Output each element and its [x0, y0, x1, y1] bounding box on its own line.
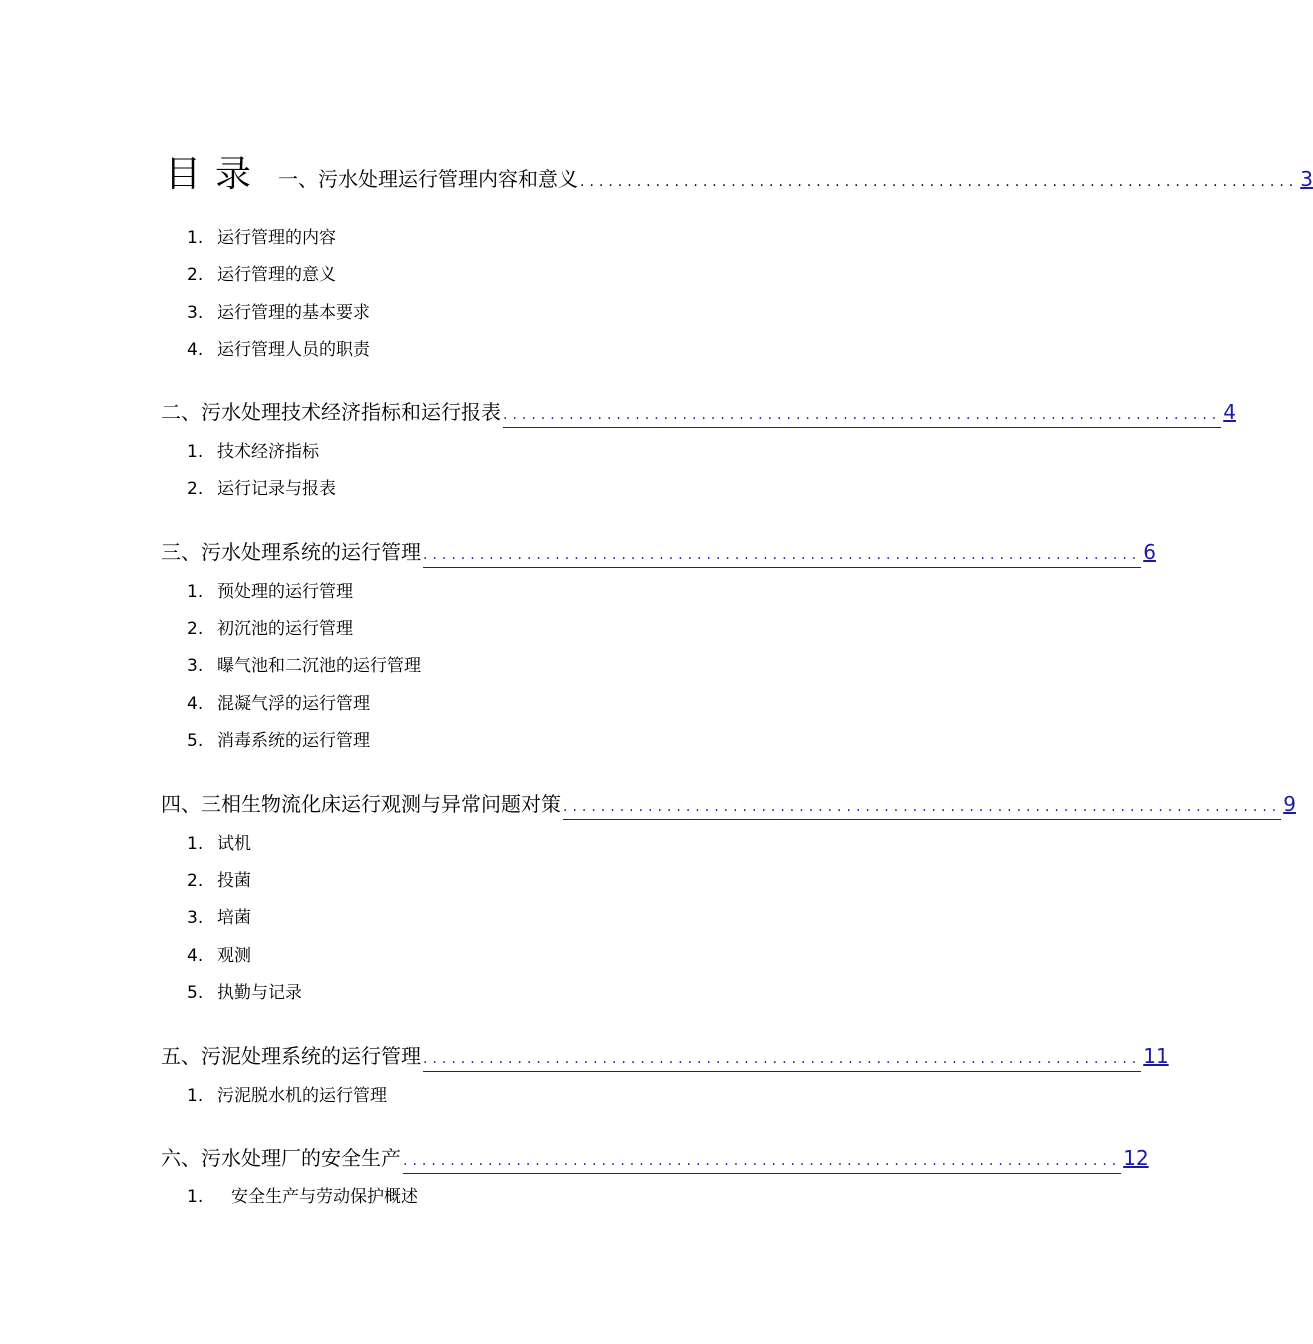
- section-label: 二、污水处理技术经济指标和运行报表: [161, 400, 501, 424]
- item-label: 投菌: [217, 871, 251, 891]
- toc-title-part2: 录: [215, 154, 254, 195]
- page-link[interactable]: 3: [1300, 167, 1313, 191]
- item-number: 3.: [187, 656, 204, 676]
- item-label: 预处理的运行管理: [217, 582, 353, 602]
- item-label: 运行管理的基本要求: [217, 303, 370, 323]
- toc-item[interactable]: [187, 831, 251, 857]
- toc-item[interactable]: [187, 980, 302, 1006]
- item-number: 1.: [187, 834, 204, 854]
- section-label: 五、污泥处理系统的运行管理: [161, 1044, 421, 1068]
- item-number: 5.: [187, 983, 204, 1003]
- toc-section-3[interactable]: [161, 537, 1156, 568]
- item-label: 初沉池的运行管理: [217, 619, 353, 639]
- item-number: 3.: [187, 303, 204, 323]
- toc-item[interactable]: [187, 943, 251, 969]
- dot-leader: ............................................................................: [423, 547, 1141, 568]
- item-label: 运行管理的内容: [217, 228, 336, 248]
- toc-item[interactable]: [187, 225, 336, 251]
- toc-item[interactable]: [187, 476, 336, 502]
- toc-item[interactable]: [187, 905, 251, 931]
- item-number: 2.: [187, 479, 204, 499]
- toc-item[interactable]: [187, 1184, 418, 1210]
- item-number: 5.: [187, 731, 204, 751]
- toc-item[interactable]: [187, 1083, 387, 1109]
- item-number: 1.: [187, 228, 204, 248]
- toc-item[interactable]: [187, 337, 370, 363]
- item-number: 2.: [187, 871, 204, 891]
- dot-leader: ............................................................................: [503, 407, 1221, 428]
- toc-section-2[interactable]: [161, 397, 1236, 428]
- toc-item[interactable]: [187, 653, 421, 679]
- item-label: 培菌: [217, 908, 251, 928]
- toc-title: [165, 150, 253, 200]
- item-label: 运行记录与报表: [217, 479, 336, 499]
- toc-section-5[interactable]: [161, 1041, 1169, 1072]
- item-label: 污泥脱水机的运行管理: [217, 1086, 387, 1106]
- item-number: 1.: [187, 1187, 204, 1207]
- toc-item[interactable]: [187, 728, 370, 754]
- page-link[interactable]: 12: [1123, 1146, 1149, 1170]
- item-label: 执勤与记录: [217, 983, 302, 1003]
- dot-leader: ............................................................................: [580, 174, 1299, 190]
- item-number: 4.: [187, 946, 204, 966]
- item-number: 1.: [187, 442, 204, 462]
- item-label: 技术经济指标: [217, 442, 319, 462]
- item-number: 1.: [187, 1086, 204, 1106]
- item-label: 安全生产与劳动保护概述: [231, 1187, 418, 1207]
- section-label: 一、污水处理运行管理内容和意义: [278, 167, 578, 191]
- section-label: 四、三相生物流化床运行观测与异常问题对策: [161, 792, 561, 816]
- dot-leader: ............................................................................: [563, 799, 1281, 820]
- item-number: 1.: [187, 582, 204, 602]
- toc-section-6[interactable]: [161, 1143, 1149, 1174]
- page-link[interactable]: 11: [1143, 1044, 1169, 1068]
- toc-section-1[interactable]: [278, 164, 1313, 194]
- page-link[interactable]: 4: [1223, 400, 1236, 424]
- item-number: 2.: [187, 619, 204, 639]
- dot-leader: ............................................................................: [423, 1051, 1141, 1072]
- item-label: 试机: [217, 834, 251, 854]
- toc-item[interactable]: [187, 691, 370, 717]
- toc-item[interactable]: [187, 616, 353, 642]
- item-label: 曝气池和二沉池的运行管理: [217, 656, 421, 676]
- toc-item[interactable]: [187, 439, 319, 465]
- item-label: 观测: [217, 946, 251, 966]
- section-label: 三、污水处理系统的运行管理: [161, 540, 421, 564]
- dot-leader: ............................................................................: [403, 1153, 1121, 1174]
- item-label: 消毒系统的运行管理: [217, 731, 370, 751]
- toc-item[interactable]: [187, 579, 353, 605]
- toc-section-4[interactable]: [161, 789, 1296, 820]
- page-link[interactable]: 6: [1143, 540, 1156, 564]
- item-label: 混凝气浮的运行管理: [217, 694, 370, 714]
- item-number: 4.: [187, 340, 204, 360]
- item-label: 运行管理的意义: [217, 265, 336, 285]
- item-number: 3.: [187, 908, 204, 928]
- item-label: 运行管理人员的职责: [217, 340, 370, 360]
- item-number: 2.: [187, 265, 204, 285]
- item-number: 4.: [187, 694, 204, 714]
- toc-item[interactable]: [187, 868, 251, 894]
- toc-item[interactable]: [187, 262, 336, 288]
- section-label: 六、污水处理厂的安全生产: [161, 1146, 401, 1170]
- page-link[interactable]: 9: [1283, 792, 1296, 816]
- toc-title-part1: 目: [165, 154, 204, 195]
- toc-item[interactable]: [187, 300, 370, 326]
